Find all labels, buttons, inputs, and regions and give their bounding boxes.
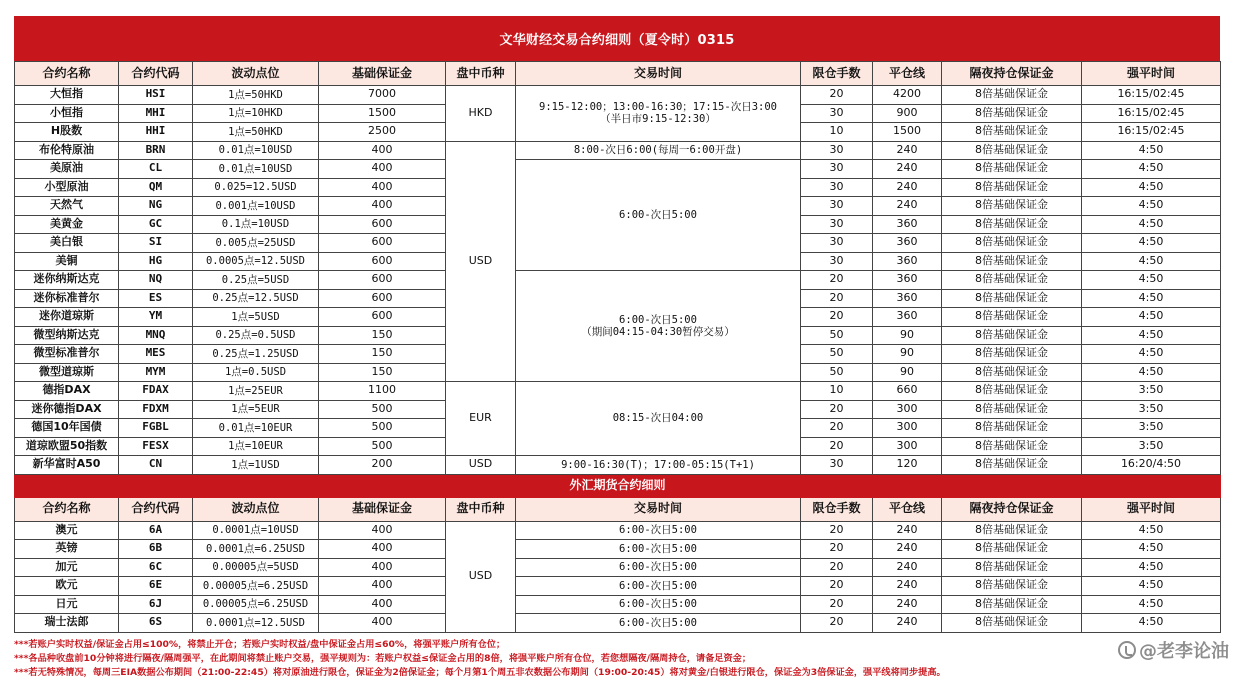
position-limit: 20 — [801, 614, 873, 633]
header-cell: 隔夜持仓保证金 — [942, 62, 1082, 86]
trading-time-cell-line: 6:00-次日5:00 — [619, 208, 697, 221]
contract-name: 小型原油 — [15, 178, 119, 197]
base-margin: 600 — [319, 215, 446, 234]
position-limit: 50 — [801, 363, 873, 382]
contract-code: NQ — [119, 271, 193, 290]
contract-name: H股数 — [15, 123, 119, 142]
position-limit: 20 — [801, 558, 873, 577]
position-limit: 30 — [801, 104, 873, 123]
contract-code: 6C — [119, 558, 193, 577]
position-limit: 20 — [801, 419, 873, 438]
contract-name: 道琼欧盟50指数 — [15, 437, 119, 456]
header-cell: 合约名称 — [15, 62, 119, 86]
base-margin: 500 — [319, 437, 446, 456]
table-header-row — [15, 62, 1221, 86]
close-line: 90 — [873, 326, 942, 345]
base-margin: 150 — [319, 326, 446, 345]
tick-value: 0.0005点=12.5USD — [193, 252, 319, 271]
position-limit: 30 — [801, 141, 873, 160]
fx-table-row — [15, 595, 1221, 614]
contract-name: 天然气 — [15, 197, 119, 216]
base-margin: 1100 — [319, 382, 446, 401]
header-cell: 盘中币种 — [446, 62, 516, 86]
tick-value: 0.01点=10USD — [193, 160, 319, 179]
tick-value: 0.001点=10USD — [193, 197, 319, 216]
trading-time-cell: 6:00-次日5:00 — [516, 577, 801, 596]
fx-table-body — [15, 521, 1221, 632]
close-line: 360 — [873, 215, 942, 234]
risk-note: ***若账户实时权益/保证金占用≤100%，将禁止开仓；若账户实时权益/盘中保证金占用≤60%，将强平账户所有仓位； — [14, 639, 506, 650]
page-title: 文华财经交易合约细则（夏令时）0315 — [14, 16, 1220, 61]
contract-code: FGBL — [119, 419, 193, 438]
base-margin: 400 — [319, 577, 446, 596]
base-margin: 400 — [319, 614, 446, 633]
table-row — [15, 141, 1221, 160]
close-line: 240 — [873, 540, 942, 559]
contract-table — [14, 61, 1221, 633]
contract-code: SI — [119, 234, 193, 253]
base-margin: 400 — [319, 540, 446, 559]
position-limit: 30 — [801, 234, 873, 253]
position-limit: 20 — [801, 86, 873, 105]
base-margin: 400 — [319, 197, 446, 216]
tick-value: 0.0001点=12.5USD — [193, 614, 319, 633]
close-line: 360 — [873, 308, 942, 327]
fx-section-title-row — [15, 474, 1221, 497]
base-margin: 1500 — [319, 104, 446, 123]
trading-time-cell: 6:00-次日5:00 — [516, 521, 801, 540]
position-limit: 50 — [801, 345, 873, 364]
close-line: 300 — [873, 419, 942, 438]
tick-value: 1点=0.5USD — [193, 363, 319, 382]
force-close-time: 16:15/02:45 — [1082, 104, 1221, 123]
fx-table-row — [15, 577, 1221, 596]
header-cell: 合约名称 — [15, 497, 119, 521]
contract-code: FDAX — [119, 382, 193, 401]
fx-table-row — [15, 540, 1221, 559]
force-close-time: 4:50 — [1082, 252, 1221, 271]
tick-value: 0.25点=0.5USD — [193, 326, 319, 345]
fx-table-row — [15, 558, 1221, 577]
contract-code: 6J — [119, 595, 193, 614]
overnight-margin: 8倍基础保证金 — [942, 419, 1082, 438]
position-limit: 20 — [801, 521, 873, 540]
trading-time-cell-line: 9:15-12:00；13:00-16:30；17:15-次日3:00 — [539, 101, 777, 114]
overnight-margin: 8倍基础保证金 — [942, 104, 1082, 123]
position-limit: 10 — [801, 382, 873, 401]
header-cell: 强平时间 — [1082, 62, 1221, 86]
tick-value: 1点=10EUR — [193, 437, 319, 456]
force-close-time: 4:50 — [1082, 363, 1221, 382]
tick-value: 0.25点=5USD — [193, 271, 319, 290]
overnight-margin: 8倍基础保证金 — [942, 345, 1082, 364]
force-close-time: 4:50 — [1082, 326, 1221, 345]
contract-name: 美白银 — [15, 234, 119, 253]
currency-cell: EUR — [446, 382, 516, 456]
force-close-time: 4:50 — [1082, 345, 1221, 364]
overnight-margin: 8倍基础保证金 — [942, 363, 1082, 382]
position-limit: 30 — [801, 215, 873, 234]
trading-time-cell — [516, 86, 801, 142]
force-close-time: 3:50 — [1082, 382, 1221, 401]
risk-note: ***若无特殊情况，每周三EIA数据公布期间（21:00-22:45）将对原油进行限仓，保证金为2倍保证金；每个月第1个周五非农数据公布期间（19:00-20:45）将对黄金/白银进行限仓，保证金为3倍保证金，强平线将同步提高。 — [14, 667, 946, 678]
base-margin: 400 — [319, 595, 446, 614]
base-margin: 600 — [319, 289, 446, 308]
trading-time-cell — [516, 141, 801, 160]
contract-name: 德指DAX — [15, 382, 119, 401]
force-close-time: 4:50 — [1082, 289, 1221, 308]
overnight-margin: 8倍基础保证金 — [942, 456, 1082, 475]
force-close-time: 16:20/4:50 — [1082, 456, 1221, 475]
base-margin: 500 — [319, 419, 446, 438]
close-line: 240 — [873, 197, 942, 216]
header-cell: 合约代码 — [119, 497, 193, 521]
watermark-text: @老李论油 — [1139, 641, 1229, 662]
header-cell: 基础保证金 — [319, 62, 446, 86]
contract-name: 新华富时A50 — [15, 456, 119, 475]
force-close-time: 4:50 — [1082, 271, 1221, 290]
header-cell: 盘中币种 — [446, 497, 516, 521]
trading-time-cell-line: 08:15-次日04:00 — [612, 412, 704, 425]
watermark-logo-icon — [1118, 641, 1136, 659]
header-cell: 交易时间 — [516, 62, 801, 86]
tick-value: 0.01点=10EUR — [193, 419, 319, 438]
position-limit: 30 — [801, 456, 873, 475]
overnight-margin: 8倍基础保证金 — [942, 382, 1082, 401]
overnight-margin: 8倍基础保证金 — [942, 437, 1082, 456]
tick-value: 0.01点=10USD — [193, 141, 319, 160]
tick-value: 0.0001点=10USD — [193, 521, 319, 540]
overnight-margin: 8倍基础保证金 — [942, 271, 1082, 290]
position-limit: 20 — [801, 289, 873, 308]
currency-cell: USD — [446, 521, 516, 632]
contract-name: 澳元 — [15, 521, 119, 540]
base-margin: 150 — [319, 345, 446, 364]
table-row — [15, 456, 1221, 475]
fx-section — [15, 474, 1221, 521]
position-limit: 30 — [801, 160, 873, 179]
base-margin: 150 — [319, 363, 446, 382]
close-line: 120 — [873, 456, 942, 475]
tick-value: 1点=50HKD — [193, 86, 319, 105]
position-limit: 20 — [801, 437, 873, 456]
close-line: 360 — [873, 289, 942, 308]
position-limit: 50 — [801, 326, 873, 345]
base-margin: 500 — [319, 400, 446, 419]
force-close-time: 4:50 — [1082, 215, 1221, 234]
overnight-margin: 8倍基础保证金 — [942, 614, 1082, 633]
tick-value: 0.00005点=6.25USD — [193, 595, 319, 614]
fx-table-row — [15, 614, 1221, 633]
close-line: 90 — [873, 363, 942, 382]
overnight-margin: 8倍基础保证金 — [942, 595, 1082, 614]
base-margin: 600 — [319, 252, 446, 271]
table-row — [15, 271, 1221, 290]
contract-code: YM — [119, 308, 193, 327]
contract-name: 布伦特原油 — [15, 141, 119, 160]
trading-time-cell-line: 6:00-次日5:00 — [619, 313, 697, 326]
header-cell: 合约代码 — [119, 62, 193, 86]
close-line: 360 — [873, 252, 942, 271]
table-row — [15, 160, 1221, 179]
overnight-margin: 8倍基础保证金 — [942, 308, 1082, 327]
tick-value: 1点=25EUR — [193, 382, 319, 401]
contract-name: 英镑 — [15, 540, 119, 559]
table-row — [15, 86, 1221, 105]
table-row — [15, 382, 1221, 401]
contract-code: MES — [119, 345, 193, 364]
force-close-time: 4:50 — [1082, 141, 1221, 160]
trading-time-cell — [516, 382, 801, 456]
overnight-margin: 8倍基础保证金 — [942, 540, 1082, 559]
force-close-time: 16:15/02:45 — [1082, 86, 1221, 105]
contract-name: 美黄金 — [15, 215, 119, 234]
position-limit: 20 — [801, 595, 873, 614]
contract-name: 微型标准普尔 — [15, 345, 119, 364]
contract-name: 美原油 — [15, 160, 119, 179]
base-margin: 400 — [319, 160, 446, 179]
trading-time-cell: 6:00-次日5:00 — [516, 540, 801, 559]
fx-table-header-row — [15, 497, 1221, 521]
contract-code: MNQ — [119, 326, 193, 345]
trading-time-cell — [516, 160, 801, 271]
contract-code: ES — [119, 289, 193, 308]
close-line: 660 — [873, 382, 942, 401]
close-line: 360 — [873, 234, 942, 253]
contract-name: 迷你德指DAX — [15, 400, 119, 419]
close-line: 300 — [873, 400, 942, 419]
position-limit: 20 — [801, 540, 873, 559]
position-limit: 10 — [801, 123, 873, 142]
overnight-margin: 8倍基础保证金 — [942, 178, 1082, 197]
force-close-time: 4:50 — [1082, 234, 1221, 253]
contract-code: 6B — [119, 540, 193, 559]
header-cell: 限仓手数 — [801, 62, 873, 86]
base-margin: 200 — [319, 456, 446, 475]
contract-code: 6S — [119, 614, 193, 633]
force-close-time: 4:50 — [1082, 178, 1221, 197]
tick-value: 0.0001点=6.25USD — [193, 540, 319, 559]
position-limit: 30 — [801, 178, 873, 197]
header-cell: 限仓手数 — [801, 497, 873, 521]
tick-value: 1点=10HKD — [193, 104, 319, 123]
contract-code: FDXM — [119, 400, 193, 419]
contract-code: 6E — [119, 577, 193, 596]
close-line: 240 — [873, 160, 942, 179]
currency-cell: USD — [446, 141, 516, 382]
header-cell: 交易时间 — [516, 497, 801, 521]
watermark — [1118, 637, 1229, 663]
close-line: 90 — [873, 345, 942, 364]
trading-time-cell-line: （半日市9:15-12:30） — [600, 113, 716, 126]
position-limit: 30 — [801, 252, 873, 271]
fx-table-row — [15, 521, 1221, 540]
contract-code: NG — [119, 197, 193, 216]
trading-time-cell: 6:00-次日5:00 — [516, 614, 801, 633]
overnight-margin: 8倍基础保证金 — [942, 215, 1082, 234]
overnight-margin: 8倍基础保证金 — [942, 234, 1082, 253]
base-margin: 400 — [319, 141, 446, 160]
contract-name: 迷你标准普尔 — [15, 289, 119, 308]
contract-name: 迷你纳斯达克 — [15, 271, 119, 290]
force-close-time: 4:50 — [1082, 595, 1221, 614]
overnight-margin: 8倍基础保证金 — [942, 558, 1082, 577]
close-line: 4200 — [873, 86, 942, 105]
contract-table-body — [15, 62, 1221, 475]
tick-value: 1点=50HKD — [193, 123, 319, 142]
tick-value: 0.25点=1.25USD — [193, 345, 319, 364]
force-close-time: 3:50 — [1082, 437, 1221, 456]
contract-name: 欧元 — [15, 577, 119, 596]
position-limit: 20 — [801, 308, 873, 327]
contract-name: 小恒指 — [15, 104, 119, 123]
tick-value: 1点=5USD — [193, 308, 319, 327]
force-close-time: 3:50 — [1082, 400, 1221, 419]
contract-name: 德国10年国债 — [15, 419, 119, 438]
position-limit: 20 — [801, 577, 873, 596]
tick-value: 0.025=12.5USD — [193, 178, 319, 197]
trading-time-cell-line: （期间04:15-04:30暂停交易） — [581, 326, 735, 338]
fx-section-title: 外汇期货合约细则 — [15, 474, 1221, 497]
base-margin: 600 — [319, 308, 446, 327]
header-cell: 平仓线 — [873, 62, 942, 86]
base-margin: 400 — [319, 521, 446, 540]
contract-name: 微型纳斯达克 — [15, 326, 119, 345]
force-close-time: 16:15/02:45 — [1082, 123, 1221, 142]
overnight-margin: 8倍基础保证金 — [942, 197, 1082, 216]
contract-name: 加元 — [15, 558, 119, 577]
close-line: 360 — [873, 271, 942, 290]
contract-code: HHI — [119, 123, 193, 142]
trading-time-cell-line: 8:00-次日6:00(每周一6:00开盘) — [573, 144, 743, 157]
close-line: 900 — [873, 104, 942, 123]
close-line: 240 — [873, 614, 942, 633]
contract-code: MYM — [119, 363, 193, 382]
close-line: 240 — [873, 577, 942, 596]
contract-code: CL — [119, 160, 193, 179]
header-cell: 波动点位 — [193, 497, 319, 521]
overnight-margin: 8倍基础保证金 — [942, 252, 1082, 271]
tick-value: 0.005点=25USD — [193, 234, 319, 253]
header-cell: 基础保证金 — [319, 497, 446, 521]
overnight-margin: 8倍基础保证金 — [942, 577, 1082, 596]
close-line: 240 — [873, 141, 942, 160]
risk-notes — [14, 638, 1220, 680]
force-close-time: 4:50 — [1082, 558, 1221, 577]
force-close-time: 4:50 — [1082, 577, 1221, 596]
contract-code: CN — [119, 456, 193, 475]
force-close-time: 4:50 — [1082, 521, 1221, 540]
tick-value: 1点=5EUR — [193, 400, 319, 419]
base-margin: 400 — [319, 558, 446, 577]
contract-code: GC — [119, 215, 193, 234]
tick-value: 0.00005点=5USD — [193, 558, 319, 577]
position-limit: 20 — [801, 271, 873, 290]
contract-name: 日元 — [15, 595, 119, 614]
header-cell: 平仓线 — [873, 497, 942, 521]
overnight-margin: 8倍基础保证金 — [942, 160, 1082, 179]
overnight-margin: 8倍基础保证金 — [942, 326, 1082, 345]
close-line: 1500 — [873, 123, 942, 142]
overnight-margin: 8倍基础保证金 — [942, 123, 1082, 142]
base-margin: 7000 — [319, 86, 446, 105]
overnight-margin: 8倍基础保证金 — [942, 400, 1082, 419]
base-margin: 2500 — [319, 123, 446, 142]
contract-code: HSI — [119, 86, 193, 105]
force-close-time: 4:50 — [1082, 540, 1221, 559]
contract-name: 微型道琼斯 — [15, 363, 119, 382]
close-line: 240 — [873, 558, 942, 577]
base-margin: 400 — [319, 178, 446, 197]
contract-code: FESX — [119, 437, 193, 456]
trading-time-cell: 6:00-次日5:00 — [516, 558, 801, 577]
currency-cell: USD — [446, 456, 516, 475]
trading-time-cell: 6:00-次日5:00 — [516, 595, 801, 614]
contract-name: 瑞士法郎 — [15, 614, 119, 633]
tick-value: 1点=1USD — [193, 456, 319, 475]
overnight-margin: 8倍基础保证金 — [942, 86, 1082, 105]
position-limit: 30 — [801, 197, 873, 216]
contract-name: 美铜 — [15, 252, 119, 271]
force-close-time: 4:50 — [1082, 197, 1221, 216]
force-close-time: 4:50 — [1082, 308, 1221, 327]
base-margin: 600 — [319, 234, 446, 253]
contract-code: QM — [119, 178, 193, 197]
risk-note: ***各品种收盘前10分钟将进行隔夜/隔周强平，在此期间将禁止账户交易，强平规则为：若账户权益≤保证金占用的8倍，将强平账户所有仓位，若您想隔夜/隔周持仓，请备足资金； — [14, 653, 752, 664]
tick-value: 0.00005点=6.25USD — [193, 577, 319, 596]
base-margin: 600 — [319, 271, 446, 290]
header-cell: 波动点位 — [193, 62, 319, 86]
contract-code: BRN — [119, 141, 193, 160]
close-line: 240 — [873, 178, 942, 197]
contract-code: MHI — [119, 104, 193, 123]
overnight-margin: 8倍基础保证金 — [942, 521, 1082, 540]
close-line: 240 — [873, 595, 942, 614]
header-cell: 强平时间 — [1082, 497, 1221, 521]
header-cell: 隔夜持仓保证金 — [942, 497, 1082, 521]
overnight-margin: 8倍基础保证金 — [942, 141, 1082, 160]
force-close-time: 4:50 — [1082, 614, 1221, 633]
currency-cell: HKD — [446, 86, 516, 142]
contract-name: 大恒指 — [15, 86, 119, 105]
close-line: 300 — [873, 437, 942, 456]
close-line: 240 — [873, 521, 942, 540]
trading-time-cell — [516, 271, 801, 382]
force-close-time: 3:50 — [1082, 419, 1221, 438]
trading-time-cell-line: 9:00-16:30(T)；17:00-05:15(T+1) — [561, 458, 755, 471]
contract-code: HG — [119, 252, 193, 271]
trading-time-cell — [516, 456, 801, 475]
force-close-time: 4:50 — [1082, 160, 1221, 179]
contract-name: 迷你道琼斯 — [15, 308, 119, 327]
contract-code: 6A — [119, 521, 193, 540]
position-limit: 20 — [801, 400, 873, 419]
overnight-margin: 8倍基础保证金 — [942, 289, 1082, 308]
tick-value: 0.1点=10USD — [193, 215, 319, 234]
tick-value: 0.25点=12.5USD — [193, 289, 319, 308]
